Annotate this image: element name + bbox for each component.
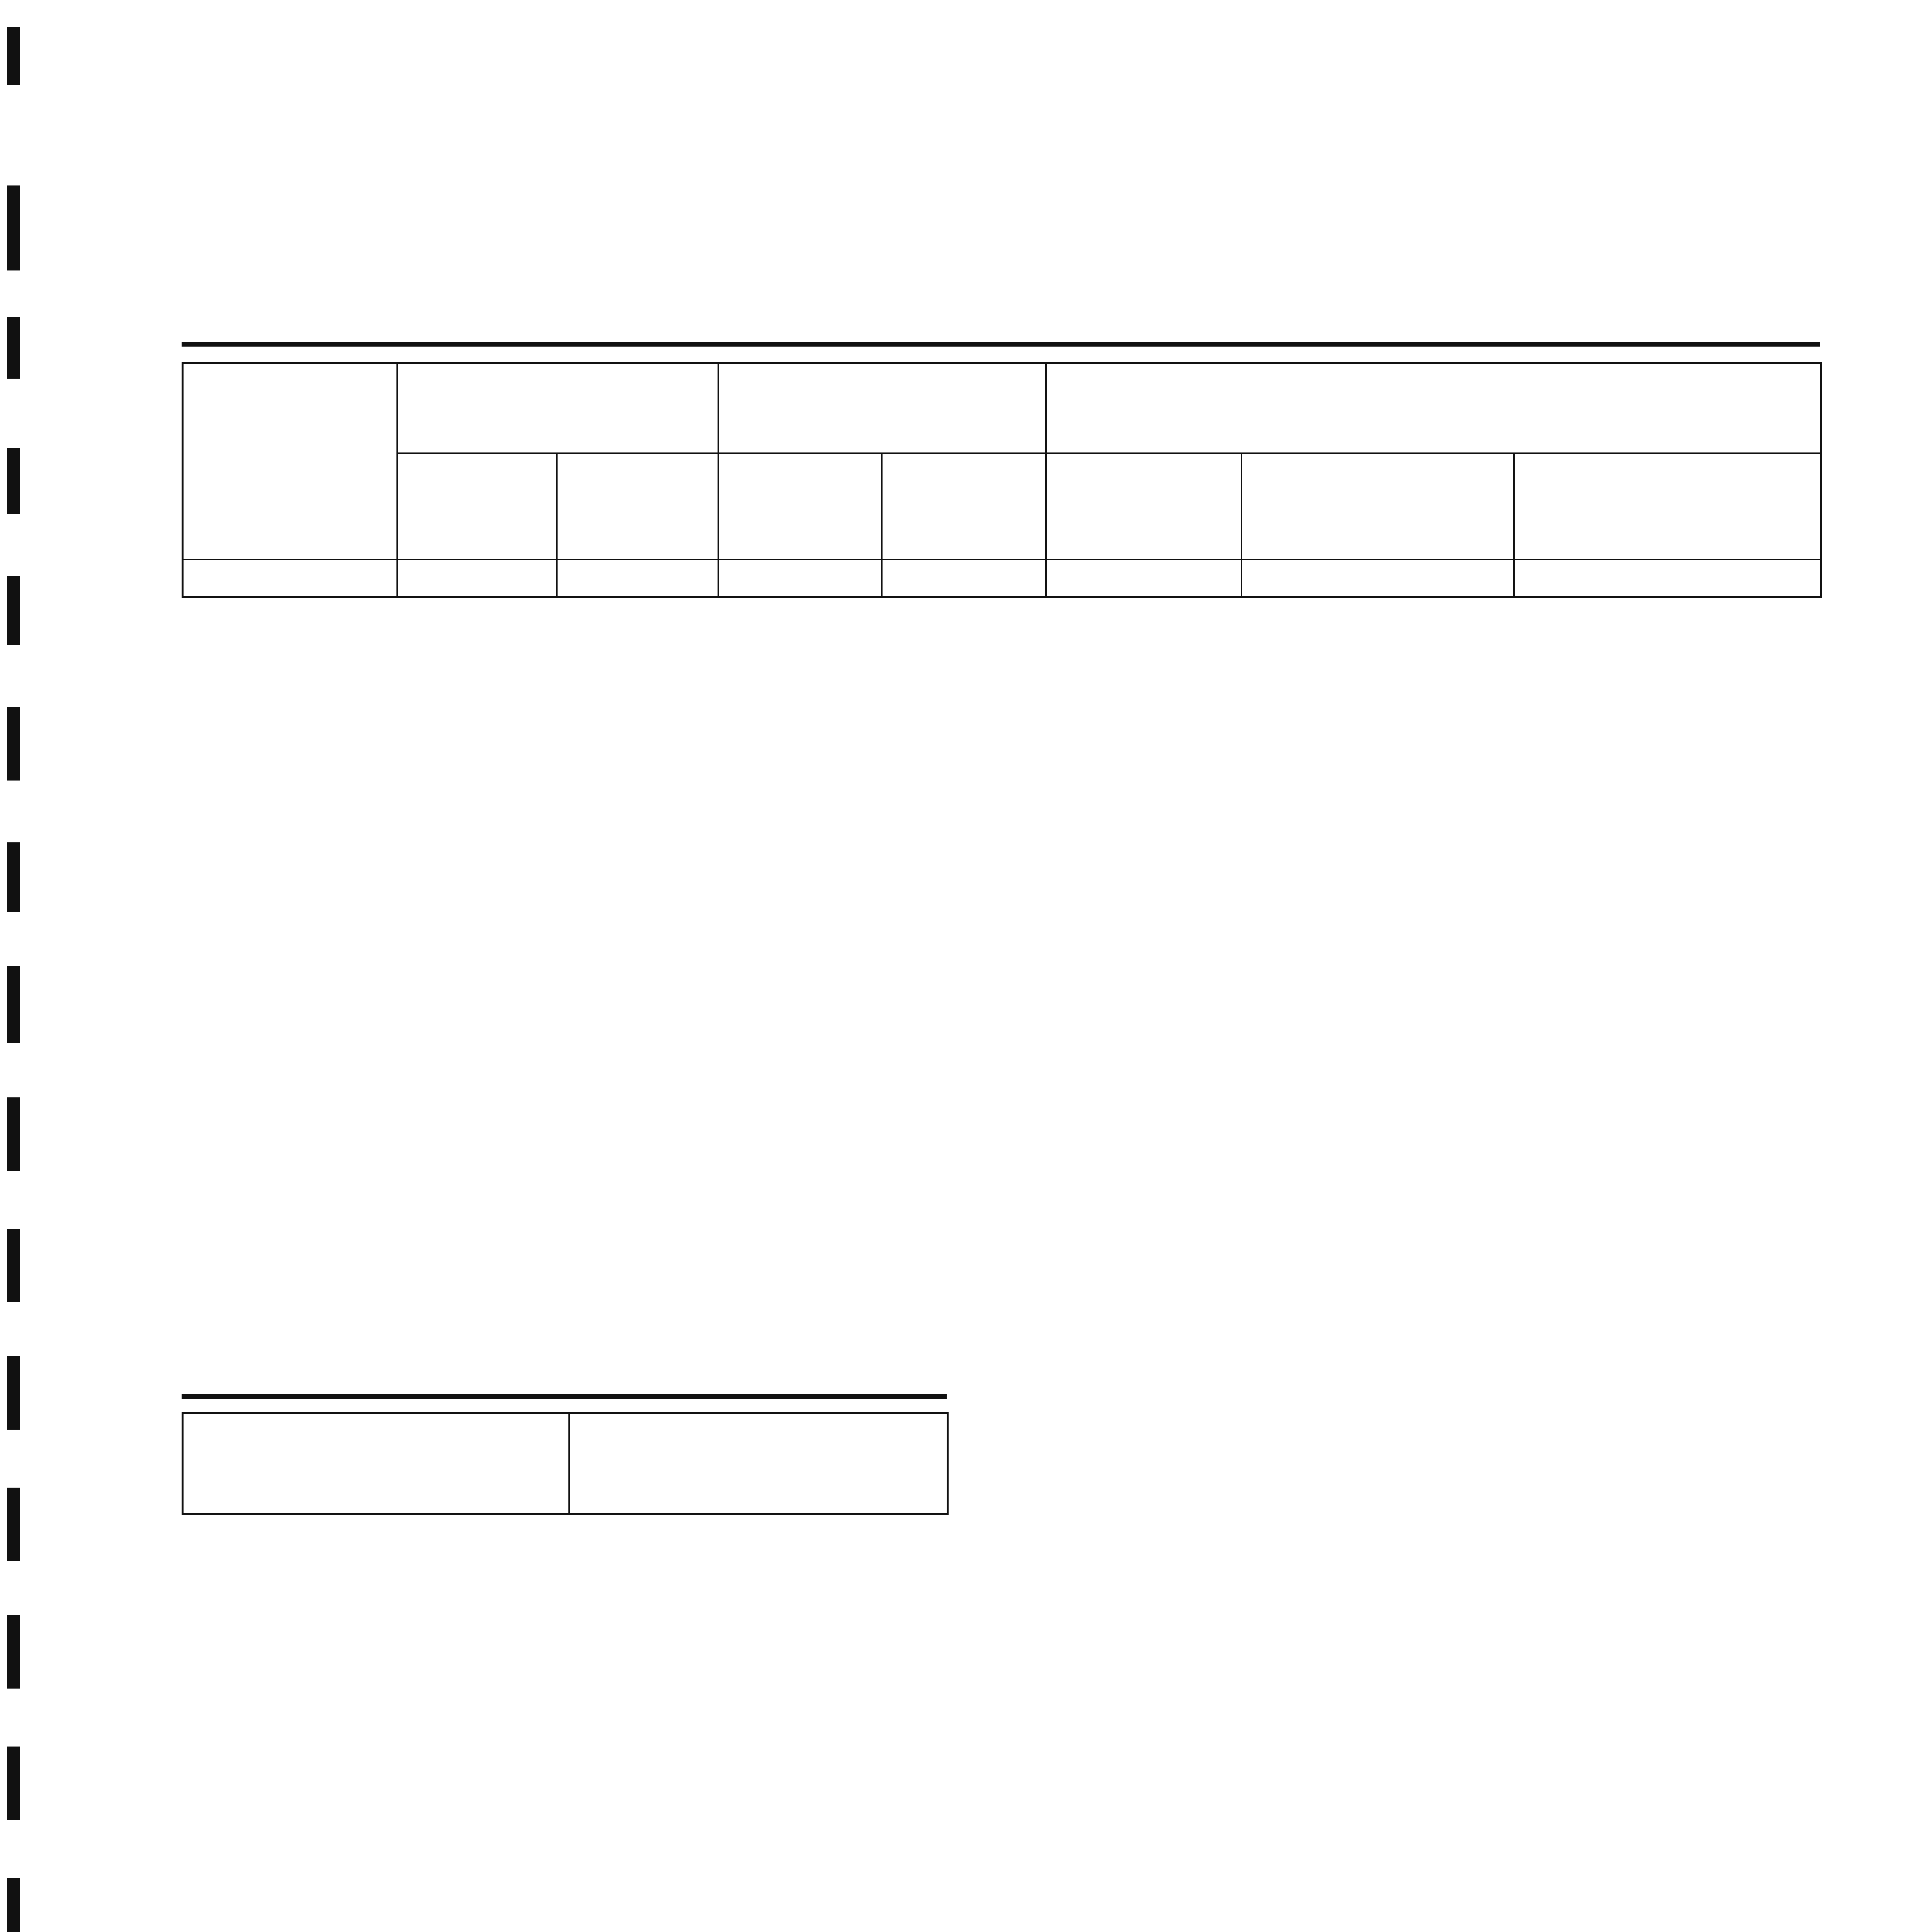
binding-mark [7,966,20,1043]
total-label [183,560,397,597]
table-161 [182,362,1822,598]
pct-allowable-header [569,1413,948,1514]
table-161-footnotes [182,835,1820,845]
table-161-header-row [183,363,1821,453]
county-header [183,1413,569,1514]
total-va-amount [397,560,557,597]
binding-mark [7,448,20,514]
binding-mark [7,1356,20,1430]
ce-percent-header [882,453,1046,560]
binding-mark [7,576,20,645]
binding-mark [7,1878,20,1932]
binding-mark [7,707,20,781]
total-ce-amount [718,560,882,597]
wq-expenditures-header [1046,363,1821,453]
total-va-pct [557,560,718,597]
binding-mark [7,317,20,379]
table-161-subheader-row [183,453,1821,560]
table-161-top-rule [182,342,1820,347]
ce-amount-header [718,453,882,560]
binding-mark [7,842,20,912]
total-om [1046,560,1242,597]
table-162-footnotes [182,1789,947,1800]
binding-mark [7,1488,20,1561]
om-header [1046,453,1242,560]
total-total [1514,560,1821,597]
total-capital [1242,560,1514,597]
table-161-total-row [183,560,1821,597]
table-162 [182,1412,949,1515]
binding-mark [7,185,20,270]
capital-header [1242,453,1514,560]
binding-mark [7,1747,20,1820]
binding-mark [7,27,20,85]
binding-mark [7,1097,20,1171]
county-header [183,363,397,560]
right-column-text [1039,1198,1812,1301]
table-162-top-rule [182,1394,947,1399]
va-percent-header [557,453,718,560]
va-amount-header [397,453,557,560]
binding-mark [7,1615,20,1689]
capex-header [718,363,1046,453]
binding-mark [7,1229,20,1302]
value-added-header [397,363,718,453]
total-header [1514,453,1821,560]
table-162-header-row [183,1413,948,1514]
total-ce-pct [882,560,1046,597]
